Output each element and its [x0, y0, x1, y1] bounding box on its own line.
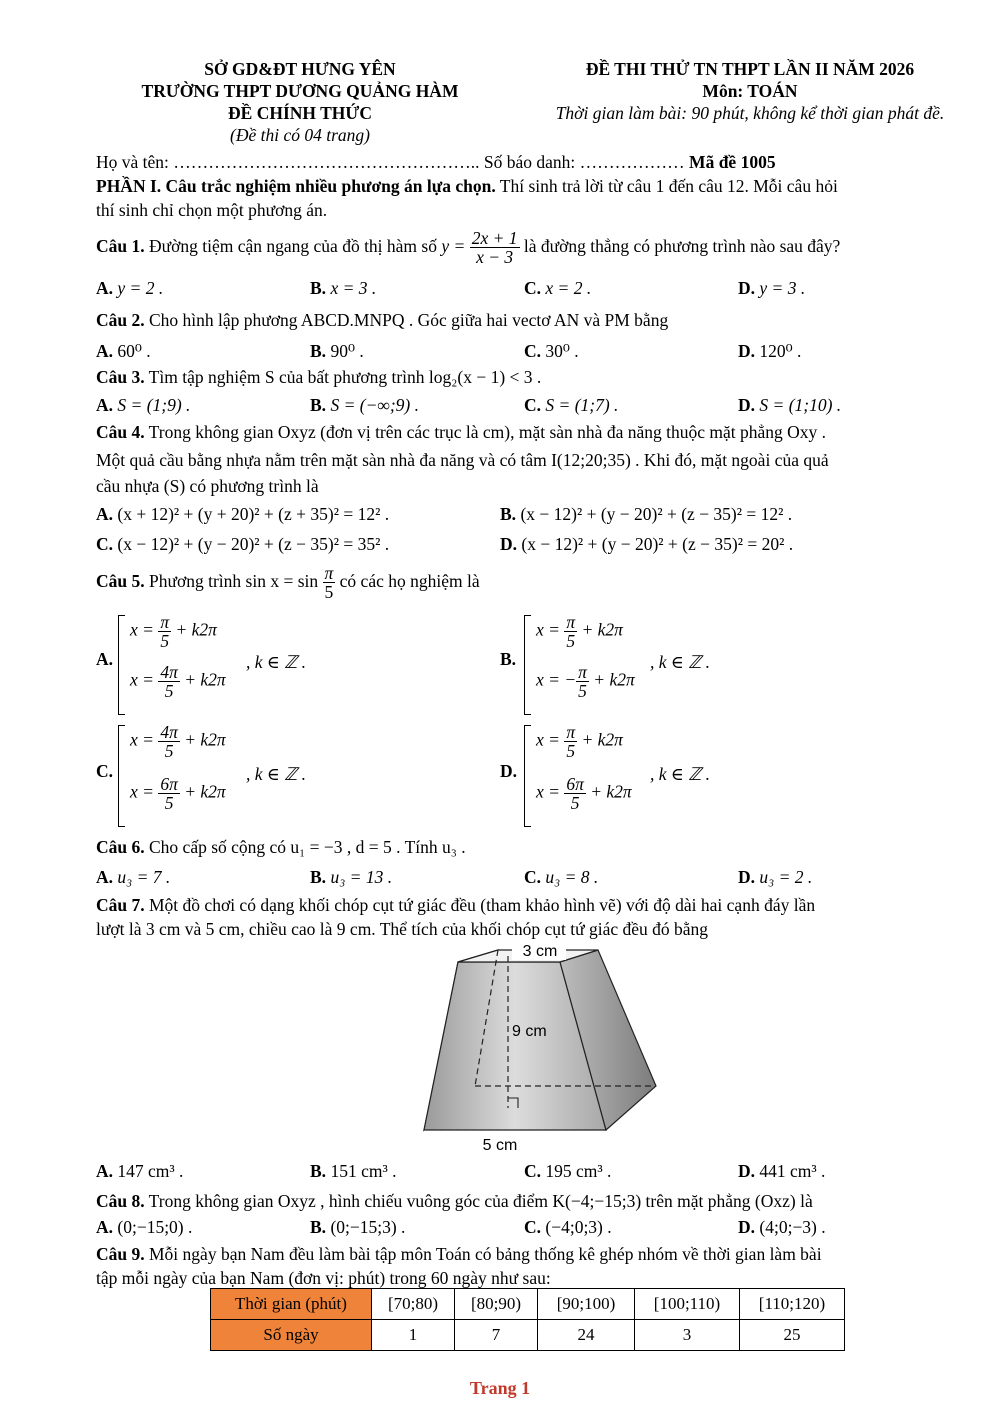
official-label: ĐỀ CHÍNH THỨC: [228, 103, 372, 123]
label-bottom-edge: 5 cm: [482, 1137, 518, 1154]
question-9-line1: Câu 9. Mỗi ngày bạn Nam đều làm bài tập môn Toán có bảng thống kê ghép nhóm về thời gian làm bài: [96, 1244, 822, 1264]
department-name: SỞ GD&ĐT HƯNG YÊN: [204, 59, 396, 79]
name-field: Họ và tên: ……………………………………………..: [96, 152, 480, 172]
q4-option-d[interactable]: D. (x − 12)² + (y − 20)² + (z − 35)² = 20² .: [500, 534, 794, 554]
table-cell: 7: [455, 1320, 538, 1351]
q7-option-d[interactable]: D. 441 cm³ .: [738, 1161, 826, 1181]
q5-d-domain: , k ∈ ℤ .: [650, 764, 711, 784]
q7-option-b[interactable]: B. 151 cm³ .: [310, 1161, 397, 1181]
header-left: [90, 58, 510, 146]
q4-option-c[interactable]: C. (x − 12)² + (y − 20)² + (z − 35)² = 35² .: [96, 534, 390, 554]
q8-option-a[interactable]: A. (0;−15;0) .: [96, 1217, 193, 1237]
q4-option-a[interactable]: A. (x + 12)² + (y + 20)² + (z + 35)² = 12² .: [96, 504, 390, 524]
q8-option-c[interactable]: C. (−4;0;3) .: [524, 1217, 612, 1237]
student-info: [96, 151, 960, 173]
page-count-note: (Đề thi có 04 trang): [230, 125, 370, 145]
q7-option-a[interactable]: A. 147 cm³ .: [96, 1161, 184, 1181]
question-5: Câu 5. Phương trình sin x = sin $\frac{\pi}{5}$ có các họ nghiệm là: [96, 563, 480, 603]
table-cell: [80;90): [455, 1289, 538, 1320]
question-2: Câu 2. Cho hình lập phương ABCD.MNPQ . Góc giữa hai vectơ AN và PM bằng: [96, 310, 669, 330]
q5-option-a[interactable]: A.: [96, 649, 114, 669]
q2-option-b[interactable]: B. 90⁰ .: [310, 341, 364, 361]
q1-label: Câu 1.: [96, 236, 145, 256]
q7-option-c[interactable]: C. 195 cm³ .: [524, 1161, 612, 1181]
part1-line1: [96, 175, 960, 197]
table-header-time: Thời gian (phút): [211, 1289, 372, 1320]
q1-option-c[interactable]: C. x = 2 .: [524, 278, 592, 298]
frequency-table: [210, 1288, 845, 1351]
q5-option-d[interactable]: D.: [500, 761, 518, 781]
table-cell: 3: [635, 1320, 740, 1351]
q5-c-system: x = $\frac{4\pi}{5}$ + k2π x = $\frac{6\pi}{5}$ + k2π: [130, 722, 226, 813]
subject: Môn: TOÁN: [702, 81, 798, 101]
question-7-line1: Câu 7. Một đồ chơi có dạng khối chóp cụt tứ giác đều (tham khảo hình vẽ) với độ dài hai cạnh đáy lần: [96, 895, 816, 915]
q2-option-c[interactable]: C. 30⁰ .: [524, 341, 579, 361]
q3-option-a[interactable]: A. S = (1;9) .: [96, 395, 191, 415]
exam-code: Mã đề 1005: [689, 152, 776, 172]
q6-option-d[interactable]: D. u₃ = 2 .: [738, 867, 813, 887]
question-4-line2: Một quả cầu bằng nhựa nằm trên mặt sàn nhà đa năng và có tâm I(12;20;35) . Khi đó, mặt ngoài của quả: [96, 450, 829, 470]
table-cell: [100;110): [635, 1289, 740, 1320]
question-4-line1: Câu 4. Trong không gian Oxyz (đơn vị trên các trục là cm), mặt sàn nhà đa năng thuộc mặt phẳng Oxy .: [96, 422, 827, 442]
q8-option-d[interactable]: D. (4;0;−3) .: [738, 1217, 826, 1237]
q5-option-b[interactable]: B.: [500, 649, 517, 669]
q1-option-a[interactable]: A. y = 2 .: [96, 278, 164, 298]
sbd-field: Số báo danh: ………………: [483, 152, 685, 172]
school-name: TRƯỜNG THPT DƯƠNG QUẢNG HÀM: [141, 81, 459, 101]
frustum-figure: [420, 938, 670, 1158]
time-note: Thời gian làm bài: 90 phút, không kể thời gian phát đề.: [555, 103, 945, 123]
q3-option-d[interactable]: D. S = (1;10) .: [738, 395, 842, 415]
part1-line2: thí sinh chỉ chọn một phương án.: [96, 200, 328, 220]
q2-option-d[interactable]: D. 120⁰ .: [738, 341, 802, 361]
q5-a-bracket: [118, 615, 125, 715]
header-right: [515, 58, 985, 124]
q6-option-c[interactable]: C. u₃ = 8 .: [524, 867, 599, 887]
q5-a-domain: , k ∈ ℤ .: [246, 652, 307, 672]
q5-b-bracket: [524, 615, 531, 715]
q1-option-b[interactable]: B. x = 3 .: [310, 278, 377, 298]
q1-option-d[interactable]: D. y = 3 .: [738, 278, 806, 298]
question-1: Câu 1. Đường tiệm cận ngang của đồ thị hàm số y = $\frac{2x + 1}{x - 3}$ là đường thẳng có phương trình nào sau đây?: [96, 228, 841, 268]
table-row: [211, 1320, 845, 1351]
table-cell: 24: [538, 1320, 635, 1351]
q5-c-bracket: [118, 725, 125, 827]
q5-d-bracket: [524, 725, 531, 827]
question-3: Câu 3. Tìm tập nghiệm S của bất phương trình log₂(x − 1) < 3 .: [96, 367, 542, 387]
q3-option-c[interactable]: C. S = (1;7) .: [524, 395, 619, 415]
question-4-line3: cầu nhựa (S) có phương trình là: [96, 476, 319, 496]
q8-option-b[interactable]: B. (0;−15;3) .: [310, 1217, 406, 1237]
q5-b-domain: , k ∈ ℤ .: [650, 652, 711, 672]
page-number: Trang 1: [469, 1378, 531, 1398]
table-cell: [70;80): [372, 1289, 455, 1320]
question-7-line2: lượt là 3 cm và 5 cm, chiều cao là 9 cm. Thể tích của khối chóp cụt tứ giác đều đó bằng: [96, 919, 709, 939]
q5-b-system: x = $\frac{\pi}{5}$ + k2π x = − $\frac{\pi}{5}$ + k2π: [536, 612, 635, 701]
q5-a-system: x = $\frac{\pi}{5}$ + k2π x = $\frac{4\pi}{5}$ + k2π: [130, 612, 226, 701]
question-6: Câu 6. Cho cấp số cộng có u₁ = −3 , d = 5 . Tính u₃ .: [96, 837, 466, 857]
q6-option-b[interactable]: B. u₃ = 13 .: [310, 867, 393, 887]
label-height: 9 cm: [512, 1023, 547, 1040]
table-cell: 1: [372, 1320, 455, 1351]
q5-d-system: x = $\frac{\pi}{5}$ + k2π x = $\frac{6\pi}{5}$ + k2π: [536, 722, 632, 813]
q2-option-a[interactable]: A. 60⁰ .: [96, 341, 151, 361]
table-cell: [110;120): [740, 1289, 845, 1320]
table-row: [211, 1289, 845, 1320]
table-cell: [90;100): [538, 1289, 635, 1320]
q5-c-domain: , k ∈ ℤ .: [246, 764, 307, 784]
label-top-edge: 3 cm: [522, 943, 558, 960]
q4-option-b[interactable]: B. (x − 12)² + (y − 20)² + (z − 35)² = 12² .: [500, 504, 793, 524]
q1-fraction: $\frac{2x + 1}{x - 3}$: [471, 228, 518, 268]
part1-title: PHẦN I. Câu trắc nghiệm nhiều phương án lựa chọn.: [96, 176, 496, 196]
table-header-days: Số ngày: [211, 1320, 372, 1351]
q6-option-a[interactable]: A. u₃ = 7 .: [96, 867, 171, 887]
exam-title: ĐỀ THI THỬ TN THPT LẦN II NĂM 2026: [585, 59, 915, 79]
table-cell: 25: [740, 1320, 845, 1351]
part1-desc: Thí sinh trả lời từ câu 1 đến câu 12. Mỗi câu hỏi: [495, 176, 838, 196]
question-9-line2: tập mỗi ngày của bạn Nam (đơn vị: phút) trong 60 ngày như sau:: [96, 1268, 551, 1288]
q5-fraction: $\frac{\pi}{5}$: [324, 563, 334, 603]
q3-option-b[interactable]: B. S = (−∞;9) .: [310, 395, 420, 415]
q5-option-c[interactable]: C.: [96, 761, 114, 781]
question-8: Câu 8. Trong không gian Oxyz , hình chiếu vuông góc của điểm K(−4;−15;3) trên mặt phẳng (Oxz) là: [96, 1191, 813, 1211]
